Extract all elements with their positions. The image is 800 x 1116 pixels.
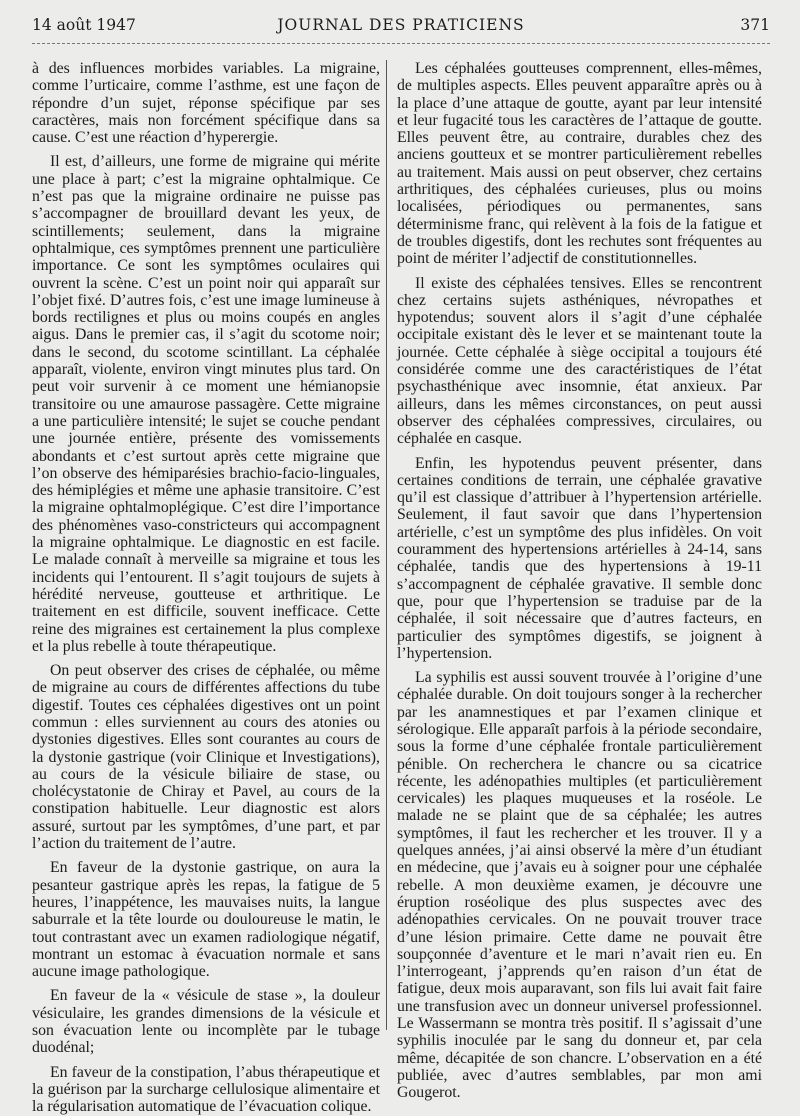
paragraph: Enfin, les hypotendus peuvent présenter, dans certaines conditions de terrain, une céphalée gravative qu’il est classique d’attribuer à l’hypertension artérielle. Seulement, il faut savoir que dans l’hypertension artérielle, c’est un symptôme des plus infidèles. On voit couramment des hypertensions artérielles à 24-14, sans céphalée, tandis que des hypertensions à 19-11 s’accompagnent de céphalée gravative. Il semble donc que, pour que l’hypertension se traduise par de la céphalée, il soit nécessaire que d’autres facteurs, en particulier des symptômes digestifs, se joignent à l’hypertension. (397, 454, 762, 662)
paragraph: à des influences morbides variables. La migraine, comme l’urticaire, comme l’asthme, est une façon de répondre d’un sujet, réponse spécifique par ses caractères, mais non forcément spécifique dans sa cause. C’est une réaction d’hyperergie. (32, 60, 380, 147)
paragraph: La syphilis est aussi souvent trouvée à l’origine d’une céphalée durable. On doit toujours songer à la rechercher par les anamnestiques et par l’examen clinique et sérologique. Elle apparaît parfois à la période secondaire, sous la forme d’une céphalée frontale particulièrement pénible. On recherchera le chancre ou sa cicatrice récente, les adénopathies multiples (et particulièrement cervicales) les plaques muqueuses et la roséole. Le malade ne se plaint que de sa céphalée; les autres symptômes, il faut les rechercher et les trouver. Il y a quelques années, j’ai ainsi observé la mère d’un étudiant en médecine, que j’avais eu à soigner pour une céphalée rebelle. A mon deuxième examen, je découvre une éruption roséolique des plus suspectes avec des adénopathies cervicales. On ne pouvait trouver trace d’une lésion primaire. Cette dame ne pouvait être soupçonnée d’aventure et le mari n’avait rien eu. En l’interrogeant, j’apprends qu’en raison d’un état de fatigue, deux mois auparavant, son fils lui avait fait faire une transfusion avec un donneur universel professionnel. Le Wassermann se montra très positif. Il s’agissait d’une syphilis inoculée par le sang du donneur et, par cela même, décapitée de son chancre. L’observation en a été publiée, avec d’autres semblables, par mon ami Gougerot. (397, 669, 762, 1102)
page-number: 371 (740, 16, 770, 34)
left-column (32, 60, 380, 1116)
paragraph: Il est, d’ailleurs, une forme de migraine qui mérite une place à part; c’est la migraine ophtalmique. Ce n’est pas que la migraine ordinaire ne puisse pas s’accompagner de brouillard devant les yeux, de scintillements; seulement, dans la migraine ophtalmique, ces symptômes prennent une particulière importance. Ce sont les symptômes oculaires qui ouvrent la scène. C’est un point noir qui apparaît sur l’objet fixé. D’autres fois, c’est une image lumineuse à bords rectilignes et plus ou moins coupés en angles aigus. Dans le premier cas, il s’agit du scotome noir; dans le second, du scotome scintillant. La céphalée apparaît, violente, environ vingt minutes plus tard. On peut voir survenir à ce moment une hémianopsie transitoire ou une amaurose passagère. Cette migraine a une particulière intensité; le sujet se couche pendant une journée entière, présente des vomissements abondants et c’est surtout après cette migraine que l’on observe des hémiparésies brachio-facio-linguales, des hémiplégies et même une aphasie transitoire. C’est la migraine ophtalmoplégique. C’est dire l’importance des phénomènes vaso-constricteurs qui accompagnent la migraine ophtalmique. Le diagnostic en est facile. Le malade connaît à merveille sa migraine et tous les incidents qui l’entourent. Il s’agit toujours de sujets à hérédité nerveuse, goutteuse et arthritique. Le traitement en est difficile, souvent inefficace. Cette reine des migraines est certainement la plus complexe et la plus rebelle à toute thérapeutique. (32, 153, 380, 655)
paragraph: On peut observer des crises de céphalée, ou même de migraine au cours de différentes affections du tube digestif. Toutes ces céphalées digestives ont un point commun : elles surviennent au cours des atonies ou dystonies digestives. Elles sont courantes au cours de la dystonie gastrique (voir Clinique et Investigations), au cours de la vésicule biliaire de stase, ou cholécystatonie de Chiray et Pavel, au cours de la constipation habituelle. Leur diagnostic est alors assuré, surtout par les symptômes, d’une part, et par l’action du traitement de l’autre. (32, 662, 380, 853)
journal-title: JOURNAL DES PRATICIENS (277, 16, 525, 34)
issue-date: 14 août 1947 (32, 16, 136, 34)
header-rule (32, 43, 770, 44)
paragraph: En faveur de la constipation, l’abus thérapeutique et la guérison par la surcharge cellulosique alimentaire et la régularisation automatique de l’évacuation colique. (32, 1063, 380, 1116)
paragraph: En faveur de la « vésicule de stase », la douleur vésiculaire, les grandes dimensions de la vésicule et son évacuation lente ou incomplète par le tubage duodénal; (32, 987, 380, 1057)
paragraph: En faveur de la dystonie gastrique, on aura la pesanteur gastrique après les repas, la fatigue de 5 heures, l’inappétence, les mauvaises nuits, la langue saburrale et la tête lourde ou douloureuse le matin, le tout contrastant avec un examen radiologique négatif, montrant un estomac à évacuation normale et sans aucune image pathologique. (32, 859, 380, 981)
paragraph: Il existe des céphalées tensives. Elles se rencontrent chez certains sujets asthéniques, névropathes et hypotendus; souvent alors il s’agit d’une céphalée occipitale existant dès le lever et se maintenant toute la journée. Cette céphalée à siège occipital a toujours été considérée comme une des caractéristiques de l’état psychasthénique avec insomnie, état anxieux. Par ailleurs, dans les mêmes circonstances, on peut aussi observer des céphalées compressives, circulaires, ou céphalée en casque. (397, 274, 762, 448)
running-header (32, 16, 770, 42)
paragraph: Les céphalées goutteuses comprennent, elles-mêmes, de multiples aspects. Elles peuvent apparaître après ou à la place d’une attaque de goutte, ayant par leur intensité et leur fugacité tous les caractères de l’attaque de goutte. Elles peuvent être, au contraire, durables chez des anciens goutteux et se montrer particulièrement rebelles au traitement. Mais aussi on peut observer, chez certains arthritiques, des céphalées curieuses, plus ou moins localisées, périodiques ou permanentes, sans déterminisme franc, qui relèvent à la fois de la fatigue et de troubles digestifs, dont les rechutes sont fréquentes au point de mériter l’adjectif de constitutionnelles. (397, 60, 762, 268)
column-divider (386, 60, 387, 1030)
right-column (397, 60, 762, 1102)
